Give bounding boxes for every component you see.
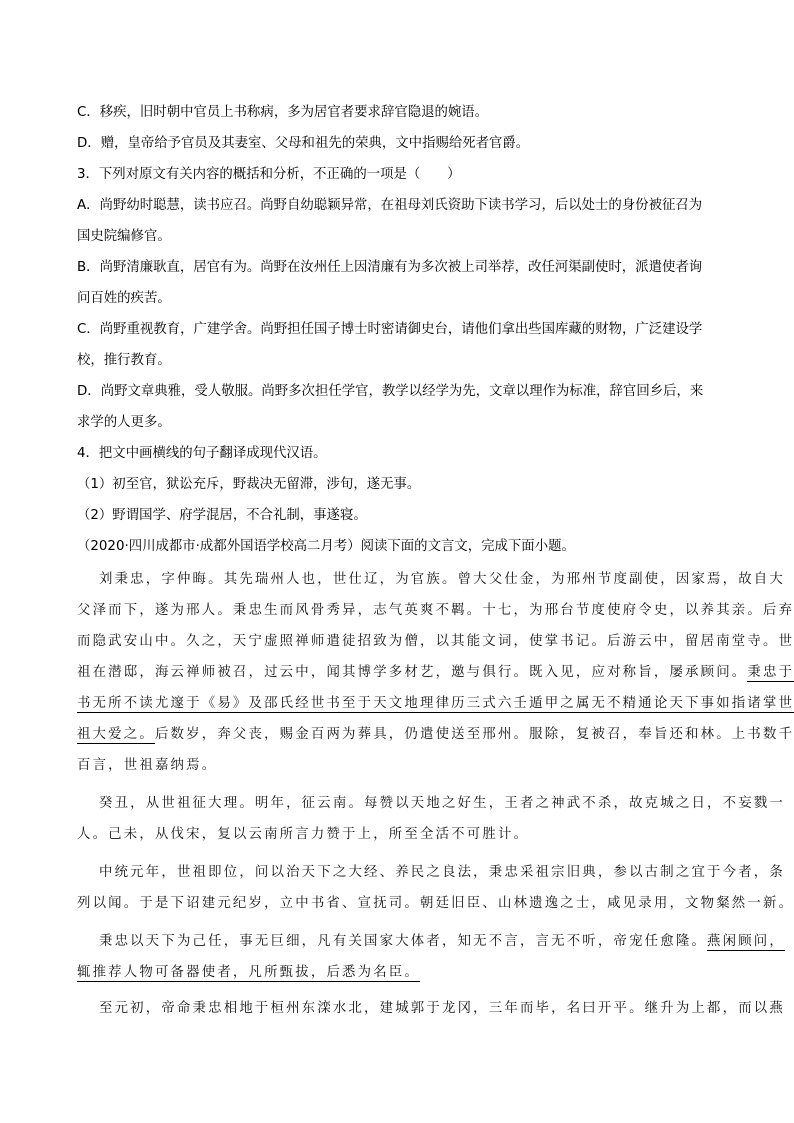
option-3a-line1: A．尚野幼时聪慧，读书应召。尚野自幼聪颖异常，在祖母刘氏资助下读书学习，后以处士的身份被征召为 (77, 198, 703, 213)
passage-line: 中统元年，世祖即位，问以治天下之大经、养民之良法，秉忠采祖宗旧典，参以古制之宜于今者，条 (99, 865, 785, 880)
passage-source: （2020·四川成都市·成都外国语学校高二月考）阅读下面的文言文，完成下面小题。 (77, 539, 575, 554)
passage-line: 癸丑，从世祖征大理。明年，征云南。每赞以天地之好生，王者之神武不杀，故克城之日，不妄戮一 (99, 796, 785, 811)
passage-line (99, 933, 785, 951)
question-4-item-2: （2）野谓国学、府学混居，不合礼制，事遂寝。 (77, 508, 367, 523)
passage-text: 后数岁，奔父丧，赐金百两为葬具，仍遣使送至邢州。服除，复被召，奉旨还和林。上书数千 (154, 727, 794, 742)
question-4: 4．把文中画横线的句子翻译成现代汉语。 (77, 446, 327, 461)
passage-line (77, 964, 727, 982)
option-3c-line1: C．尚野重视教育，广建学舍。尚野担任国子博士时密请御史台，请他们拿出些国库藏的财物，广泛建设学 (77, 322, 703, 337)
option-3a-line2: 国史院编修官。 (77, 229, 171, 244)
passage-line (77, 726, 794, 744)
passage-line: 列以闻。于是下诏建元纪岁，立中书省、宣抚司。朝廷旧臣、山林遗逸之士，咸见录用，文物粲然一新。 (77, 896, 794, 911)
passage-text: 秉忠以天下为己任，事无巨细，凡有关国家大体者，知无不言，言无不听，帝宠任愈隆。 (99, 934, 708, 949)
option-3d-line2: 求学的人更多。 (77, 415, 171, 430)
question-4-item-1: （1）初至官，狱讼充斥，野裁决无留滞，涉旬，遂无事。 (77, 477, 421, 492)
passage-line: 人。己未，从伐宋，复以云南所言力赞于上，所至全活不可胜计。 (77, 827, 530, 842)
option-2c: C．移疾，旧时朝中官员上书称病，多为居官者要求辞官隐退的婉语。 (77, 105, 489, 120)
option-3b-line2: 问百姓的疾苦。 (77, 291, 171, 306)
underlined-sentence: 书无所不读尤邃于《易》及邵氏经世书至于天文地理律历三式六壬遁甲之属无不精通论天下事如指诸掌世 (77, 696, 794, 711)
underlined-sentence: 秉忠于 (747, 665, 794, 680)
passage-line: 父泽而下，遂为邢人。秉忠生而风骨秀异，志气英爽不羁。十七，为邢台节度使府令史，以养其亲。后弃 (77, 603, 794, 618)
passage-line: 百言，世祖嘉纳焉。 (77, 758, 218, 773)
passage-line: 而隐武安山中。久之，天宁虚照禅师遣徒招致为僧，以其能文词，使掌书记。后游云中，留居南堂寺。世 (77, 634, 794, 649)
passage-line: 刘秉忠，字仲晦。其先瑞州人也，世仕辽，为官族。曾大父仕金，为邢州节度副使，因家焉，故自大 (99, 572, 785, 587)
underlined-sentence: 祖大爱之。 (77, 727, 155, 742)
passage-line: 至元初，帝命秉忠相地于桓州东滦水北，建城郭于龙冈，三年而毕，名曰开平。继升为上都，而以燕 (99, 1001, 785, 1016)
underlined-sentence: 辄推荐人物可备器使者，凡所甄拔，后悉为名臣。 (77, 965, 420, 980)
passage-line (77, 664, 794, 682)
option-3b-line1: B．尚野清廉耿直，居官有为。尚野在汝州任上因清廉有为多次被上司举荐，改任河渠副使时，派遣使者询 (77, 260, 703, 275)
underlined-sentence: 燕闲顾问， (707, 934, 785, 949)
option-2d: D．赠，皇帝给予官员及其妻室、父母和祖先的荣典，文中指赐给死者官爵。 (77, 136, 530, 151)
passage-text: 祖在潜邸，海云禅师被召，过云中，闻其博学多材艺，邀与俱行。既入见，应对称旨，屡承顾问。 (77, 665, 748, 680)
option-3d-line1: D．尚野文章典雅，受人敬服。尚野多次担任学官，教学以经学为先，文章以理作为标准，辞官回乡后，来 (77, 384, 704, 399)
passage-line (77, 695, 794, 713)
option-3c-line2: 校，推行教育。 (77, 353, 171, 368)
question-3: 3．下列对原文有关内容的概括和分析，不正确的一项是（ ） (77, 167, 461, 182)
